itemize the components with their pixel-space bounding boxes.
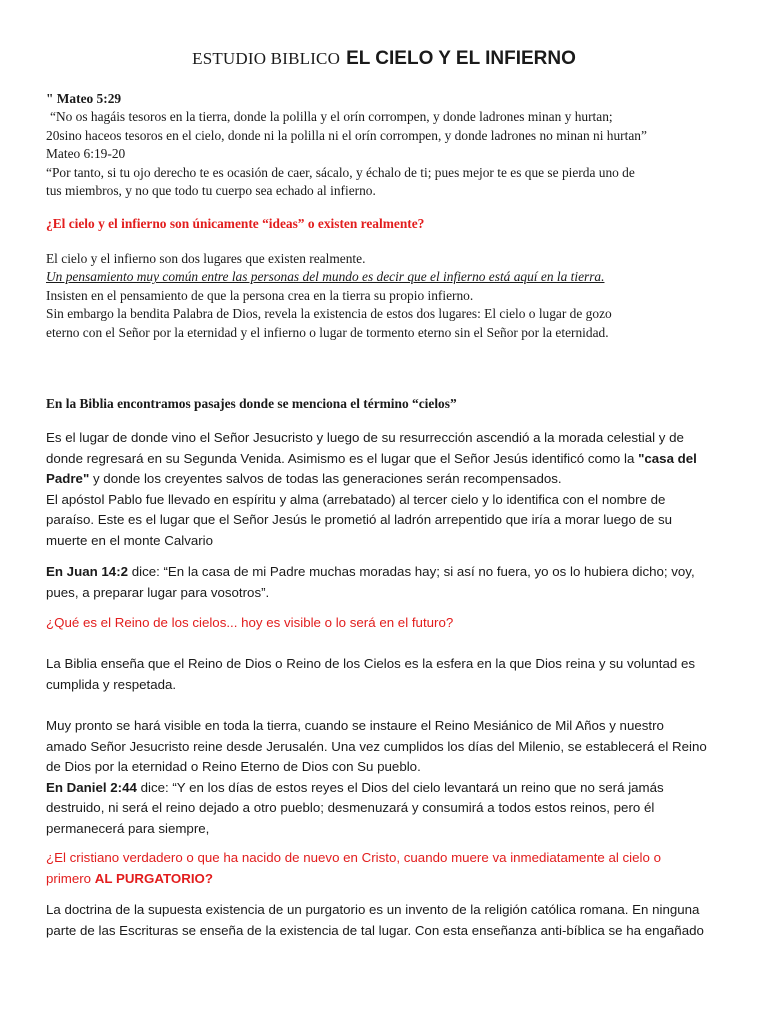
paragraph-line: cumplida y respetada.	[46, 676, 177, 692]
paragraph-line: El apóstol Pablo fue llevado en espíritu y alma (arrebatado) al tercer cielo y lo identifica con el nombre de	[46, 491, 666, 507]
verse-block	[46, 90, 726, 200]
underlined-statement: Un pensamiento muy común entre las personas del mundo es decir que el infierno está aquí en la tierra.	[46, 269, 605, 285]
bold-phrase: AL PURGATORIO?	[94, 870, 213, 886]
paragraph-block	[46, 562, 726, 603]
paragraph-block	[46, 250, 726, 342]
verse-line: tus miembros, y no que todo tu cuerpo sea echado al infierno.	[46, 183, 376, 199]
verse-line: “No os hagáis tesoros en la tierra, donde la polilla y el orín corrompen, y donde ladrones minan y hurtan;	[50, 109, 613, 125]
paragraph-block	[46, 428, 726, 552]
paragraph-line: destruido, ni será el reino dejado a otro pueblo; desmenuzará y consumirá a todos estos reinos, pero él	[46, 800, 655, 816]
section-heading: ¿El cielo y el infierno son únicamente “ideas” o existen realmente?	[46, 216, 425, 231]
bold-phrase: Padre"	[46, 471, 90, 487]
paragraph-line: parte de las Escrituras se enseña de la existencia de tal lugar. Con esta enseñanza anti-bíblica se ha engañado	[46, 922, 704, 938]
paragraph-line: amado Señor Jesucristo reine desde Jerusalén. Una vez cumplidos los días del Milenio, se establecerá el Reino	[46, 738, 707, 754]
section-heading: ¿El cristiano verdadero o que ha nacido de nuevo en Cristo, cuando muere va inmediatamente al cielo o primero AL PURGATORIO?	[46, 850, 661, 886]
paragraph-line: Insisten en el pensamiento de que la persona crea en la tierra su propio infierno.	[46, 287, 474, 303]
verse-reference: Mateo 6:19-20	[46, 146, 126, 162]
section-heading: En la Biblia encontramos pasajes donde se menciona el término “cielos”	[46, 396, 457, 411]
paragraph-line: permanecerá para siempre,	[46, 820, 210, 836]
paragraph-line: Sin embargo la bendita Palabra de Dios, revela la existencia de estos dos lugares: El cielo o lugar de gozo	[46, 306, 612, 322]
bold-phrase: "casa del	[638, 450, 697, 466]
verse-line: “Por tanto, si tu ojo derecho te es ocasión de caer, sácalo, y échalo de ti; pues mejor te es que se pierda uno de	[46, 164, 635, 180]
paragraph-line: La doctrina de la supuesta existencia de un purgatorio es un invento de la religión católica romana. En ninguna	[46, 902, 700, 917]
paragraph-line: Es el lugar de donde vino el Señor Jesucristo y luego de su resurrección ascendió a la morada celestial y de	[46, 430, 684, 445]
paragraph-line: En Daniel 2:44 dice: “Y en los días de estos reyes el Dios del cielo levantará un reino que no será jamás	[46, 779, 664, 795]
paragraph-line: pues, a preparar lugar para vosotros”.	[46, 584, 270, 600]
section-heading: ¿Qué es el Reino de los cielos... hoy es visible o lo será en el futuro?	[46, 615, 454, 630]
paragraph-line: Padre" y donde los creyentes salvos de todas las generaciones serán recompensados.	[46, 471, 562, 487]
paragraph-block	[46, 654, 726, 695]
paragraph-line: El cielo y el infierno son dos lugares que existen realmente.	[46, 251, 366, 266]
document-title	[0, 48, 768, 70]
bible-reference: En Daniel 2:44	[46, 779, 137, 795]
title-prefix: ESTUDIO BIBLICO	[192, 49, 341, 68]
paragraph-line: eterno con el Señor por la eternidad y el infierno o lugar de tormento eterno sin el Señor por la eternidad.	[46, 324, 609, 340]
paragraph-line: de Dios por la eternidad o Reino Eterno de Dios con Su pueblo.	[46, 759, 421, 775]
bible-reference: En Juan 14:2	[46, 564, 129, 579]
paragraph-block	[46, 900, 726, 941]
paragraph-line: paraíso. Este es el lugar que el Señor Jesús le prometió al ladrón arrepentido que iría a morar luego de su	[46, 512, 673, 528]
paragraph-line: donde regresará en su Segunda Venida. Asimismo es el lugar que el Señor Jesús identificó como la "casa del	[46, 450, 697, 466]
verse-reference: " Mateo 5:29	[46, 91, 122, 106]
title-main: EL CIELO Y EL INFIERNO	[346, 48, 576, 69]
paragraph-line: En Juan 14:2 dice: “En la casa de mi Padre muchas moradas hay; si así no fuera, yo os lo hubiera dicho; voy,	[46, 564, 695, 579]
paragraph-block	[46, 716, 726, 840]
paragraph-line: muerte en el monte Calvario	[46, 532, 214, 548]
paragraph-line: La Biblia enseña que el Reino de Dios o Reino de los Cielos es la esfera en la que Dios reina y su voluntad es	[46, 656, 695, 671]
verse-line: 20sino haceos tesoros en el cielo, donde ni la polilla ni el orín corrompen, y donde ladrones no minan ni hurtan”	[46, 127, 647, 143]
paragraph-line: Muy pronto se hará visible en toda la tierra, cuando se instaure el Reino Mesiánico de Mil Años y nuestro	[46, 718, 664, 733]
